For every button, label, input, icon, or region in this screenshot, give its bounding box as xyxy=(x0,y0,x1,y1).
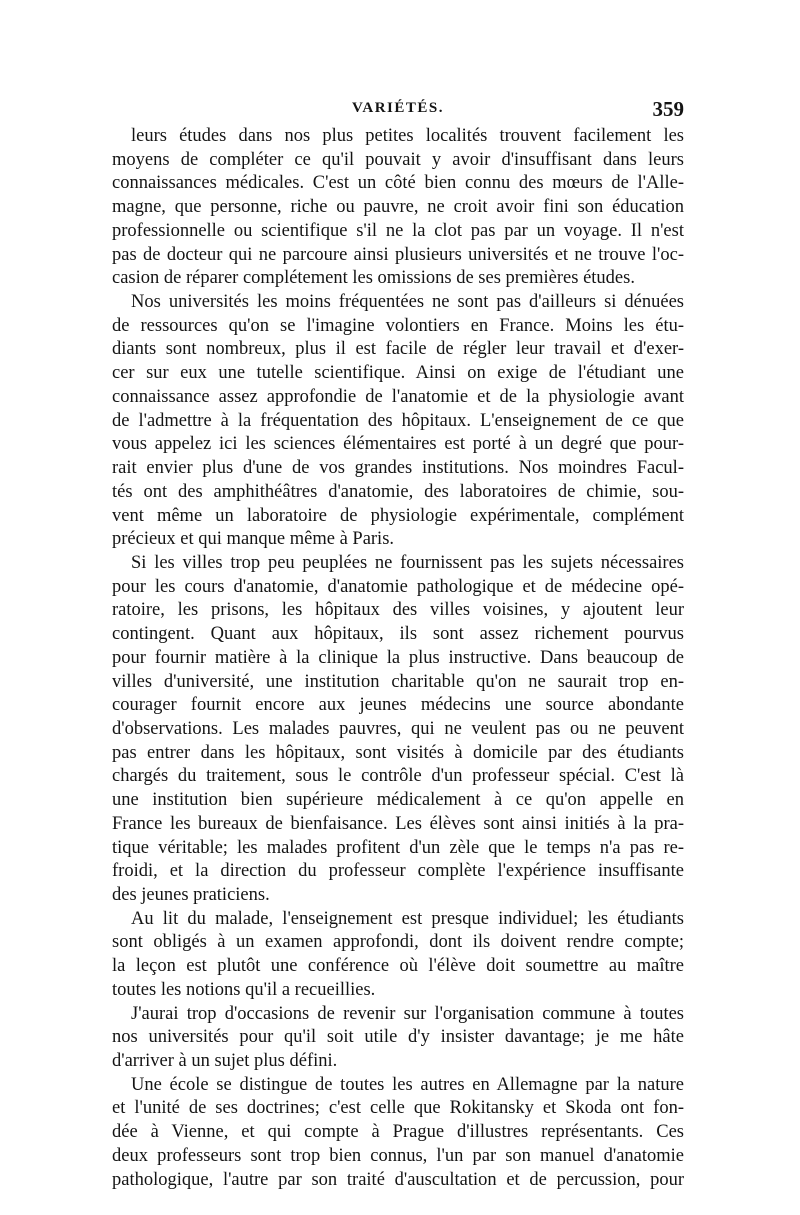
text-line: pathologique, l'autre par son traité d'auscultation et de percussion, pour xyxy=(112,1169,684,1190)
text-line: tique véritable; les malades profitent d'un zèle que le temps n'a pas re- xyxy=(112,837,684,858)
text-line: d'arriver à un sujet plus défini. xyxy=(112,1051,338,1072)
text-line: contingent. Quant aux hôpitaux, ils sont assez richement pourvus xyxy=(112,624,684,645)
text-line: leurs études dans nos plus petites localités trouvent facilement les xyxy=(131,126,684,146)
text-line: rait envier plus d'une de vos grandes institutions. Nos moindres Facul- xyxy=(112,458,684,479)
text-line: une institution bien supérieure médicalement à ce qu'on appelle en xyxy=(112,790,684,811)
text-line: France les bureaux de bienfaisance. Les élèves sont ainsi initiés à la pra- xyxy=(112,813,684,834)
paragraph xyxy=(112,1074,684,1193)
text-line: et l'unité de ses doctrines; c'est celle que Rokitansky et Skoda ont fon- xyxy=(112,1098,684,1119)
text-line: précieux et qui manque même à Paris. xyxy=(112,529,395,550)
text-line: pour les cours d'anatomie, d'anatomie pathologique et de médecine opé- xyxy=(112,576,684,597)
paragraph xyxy=(112,552,684,908)
paragraph xyxy=(112,908,684,1003)
text-line: diants sont nombreux, plus il est facile de régler leur travail et d'exer- xyxy=(112,339,684,360)
text-line: pas de docteur qui ne parcoure ainsi plusieurs universités et ne trouve l'oc- xyxy=(112,244,684,265)
text-line: Si les villes trop peu peuplées ne fournissent pas les sujets nécessaires xyxy=(131,552,684,573)
text-line: connaissance assez approfondie de l'anatomie et de la physiologie avant xyxy=(112,386,684,407)
page-number: 359 xyxy=(652,97,684,121)
text-line: moyens de compléter ce qu'il pouvait y avoir d'insuffisant dans leurs xyxy=(112,149,684,170)
text-line: sont obligés à un examen approfondi, dont ils doivent rendre compte; xyxy=(112,932,684,953)
text-line: dée à Vienne, et qui compte à Prague d'illustres représentants. Ces xyxy=(112,1122,684,1143)
text-body xyxy=(112,125,684,1192)
text-line: magne, que personne, riche ou pauvre, ne croit avoir fini son éducation xyxy=(112,197,684,218)
text-line: des jeunes praticiens. xyxy=(112,885,270,905)
text-line: vent même un laboratoire de physiologie expérimentale, complément xyxy=(112,505,684,526)
text-line: chargés du traitement, sous le contrôle d'un professeur spécial. C'est là xyxy=(112,766,684,787)
text-line: pour fournir matière à la clinique la plus instructive. Dans beaucoup de xyxy=(112,647,684,668)
running-head xyxy=(112,97,684,124)
text-line: connaissances médicales. C'est un côté bien connu des mœurs de l'Alle- xyxy=(112,173,684,194)
text-line: J'aurai trop d'occasions de revenir sur l'organisation commune à toutes xyxy=(131,1003,684,1024)
text-line: d'observations. Les malades pauvres, qui ne veulent pas ou ne peuvent xyxy=(112,718,684,739)
text-line: la leçon est plutôt une conférence où l'élève doit soumettre au maître xyxy=(112,956,684,977)
text-line: de l'admettre à la fréquentation des hôpitaux. L'enseignement de ce que xyxy=(112,410,684,431)
paragraph xyxy=(112,125,684,291)
paragraph xyxy=(112,291,684,552)
text-line: cer sur eux une tutelle scientifique. Ainsi on exige de l'étudiant une xyxy=(112,363,684,384)
text-line: Au lit du malade, l'enseignement est presque individuel; les étudiants xyxy=(131,908,684,929)
text-line: froidi, et la direction du professeur complète l'expérience insuffisante xyxy=(112,861,684,882)
text-line: nos universités pour qu'il soit utile d'y insister davantage; je me hâte xyxy=(112,1027,684,1048)
text-line: casion de réparer complétement les omissions de ses premières études. xyxy=(112,268,635,289)
text-line: Une école se distingue de toutes les autres en Allemagne par la nature xyxy=(131,1074,684,1095)
paragraph xyxy=(112,1003,684,1074)
text-line: ratoire, les prisons, les hôpitaux des villes voisines, y ajoutent leur xyxy=(112,600,684,621)
text-line: tés ont des amphithéâtres d'anatomie, des laboratoires de chimie, sou- xyxy=(112,481,684,502)
text-line: professionnelle ou scientifique s'il ne la clot pas par un voyage. Il n'est xyxy=(112,220,684,241)
running-title: VARIÉTÉS. xyxy=(351,100,444,116)
text-line: vous appelez ici les sciences élémentaires est porté à un degré que pour- xyxy=(112,434,684,455)
text-line: toutes les notions qu'il a recueillies. xyxy=(112,979,376,1000)
text-line: villes d'université, une institution charitable qu'on ne saurait trop en- xyxy=(112,671,684,692)
text-line: courager fournit encore aux jeunes médecins une source abondante xyxy=(112,695,684,716)
text-line: Nos universités les moins fréquentées ne sont pas d'ailleurs si dénuées xyxy=(131,292,684,313)
text-line: de ressources qu'on se l'imagine volontiers en France. Moins les étu- xyxy=(112,315,684,336)
text-line: deux professeurs sont trop bien connus, l'un par son manuel d'anatomie xyxy=(112,1145,684,1166)
text-line: pas entrer dans les hôpitaux, sont visités à domicile par des étudiants xyxy=(112,742,684,763)
